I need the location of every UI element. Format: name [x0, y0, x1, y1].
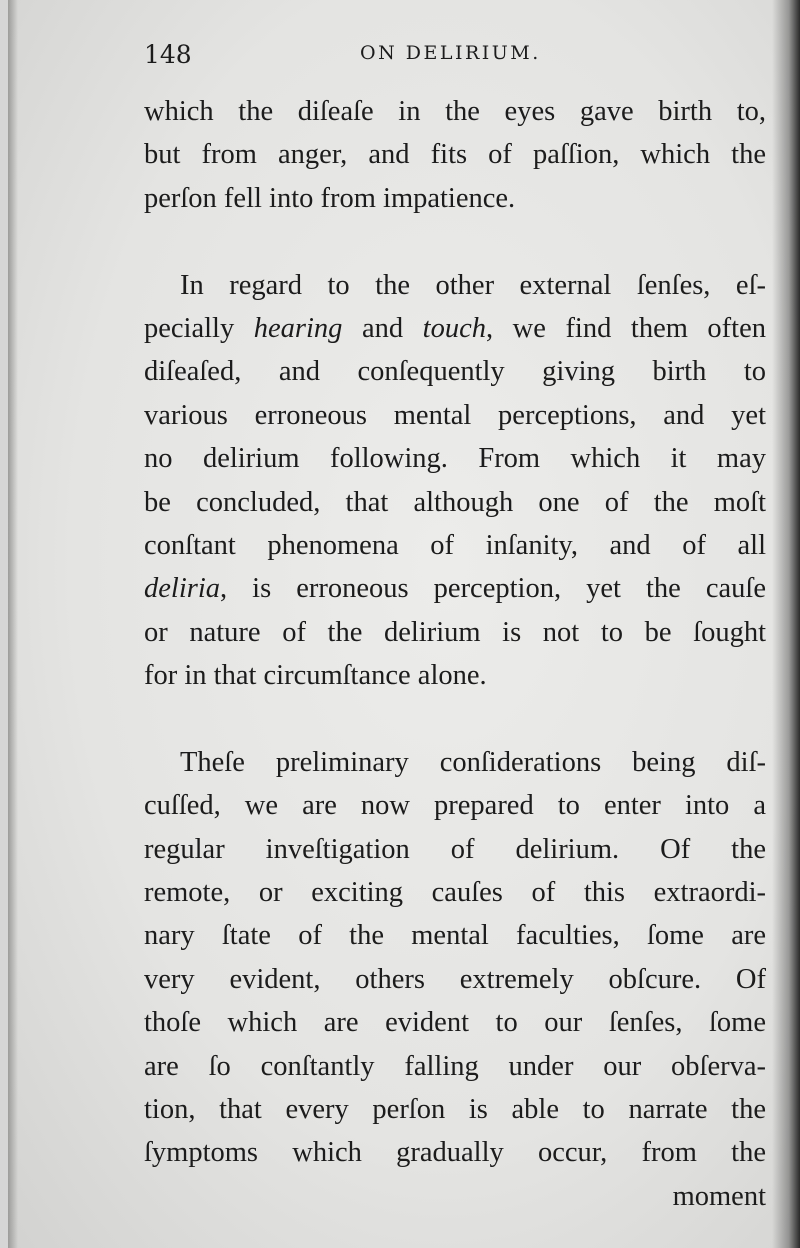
paragraph-1	[144, 90, 766, 220]
italic-word-hearing: hearing	[253, 312, 343, 344]
text-line: but from anger, and fits of paſſion, which the	[144, 139, 766, 171]
page-edge-shadow	[772, 0, 800, 1248]
paragraph-3	[144, 741, 766, 1175]
italic-word-touch: touch	[422, 312, 486, 344]
text-line: no delirium following. From which it may	[144, 443, 766, 475]
text-line	[144, 567, 766, 610]
text-line: remote, or exciting cauſes of this extraordi-	[144, 877, 766, 909]
text-line: Theſe preliminary conſiderations being diſ-	[180, 746, 766, 778]
italic-word-deliria: deliria	[144, 573, 220, 605]
text-line: diſeaſed, and conſequently giving birth to	[144, 356, 766, 388]
paragraph-gap	[144, 220, 766, 263]
text-line: thoſe which are evident to our ſenſes, ſome	[144, 1007, 766, 1039]
text-line: In regard to the other external ſenſes, eſ-	[180, 269, 766, 301]
paragraph-2	[144, 264, 766, 698]
page-number: 148	[144, 40, 192, 69]
book-page	[8, 0, 800, 1248]
text-line: very evident, others extremely obſcure. Of	[144, 963, 766, 995]
text-line: perſon fell into from impatience.	[144, 182, 516, 214]
running-head: ON DELIRIUM.	[360, 42, 541, 64]
text-run: , we find them often	[486, 312, 766, 344]
text-line: tion, that every perſon is able to narrate the	[144, 1093, 766, 1125]
text-run: and	[342, 312, 423, 344]
text-line: conſtant phenomena of inſanity, and of all	[144, 529, 766, 561]
page-gutter-shadow	[8, 0, 18, 1248]
text-line: ſymptoms which gradually occur, from the	[144, 1137, 766, 1169]
catchword: moment	[672, 1180, 766, 1212]
text-line: for in that circumſtance alone.	[144, 660, 487, 692]
text-line: are ſo conſtantly falling under our obſerva-	[144, 1050, 766, 1082]
body-text	[144, 90, 766, 1218]
text-line: various erroneous mental perceptions, and yet	[144, 399, 766, 431]
text-line: nary ſtate of the mental faculties, ſome are	[144, 920, 766, 952]
text-run: , is erroneous perception, yet the cauſe	[220, 573, 766, 605]
text-line: be concluded, that although one of the moſt	[144, 486, 766, 518]
text-line: cuſſed, we are now prepared to enter into a	[144, 790, 766, 822]
text-line	[144, 307, 766, 350]
text-line: regular inveſtigation of delirium. Of the	[144, 833, 766, 865]
text-run: pecially	[144, 312, 254, 344]
page-header	[144, 40, 764, 80]
text-line: which the diſeaſe in the eyes gave birth to,	[144, 96, 766, 127]
paragraph-gap	[144, 697, 766, 740]
text-line: or nature of the delirium is not to be ſought	[144, 616, 766, 648]
